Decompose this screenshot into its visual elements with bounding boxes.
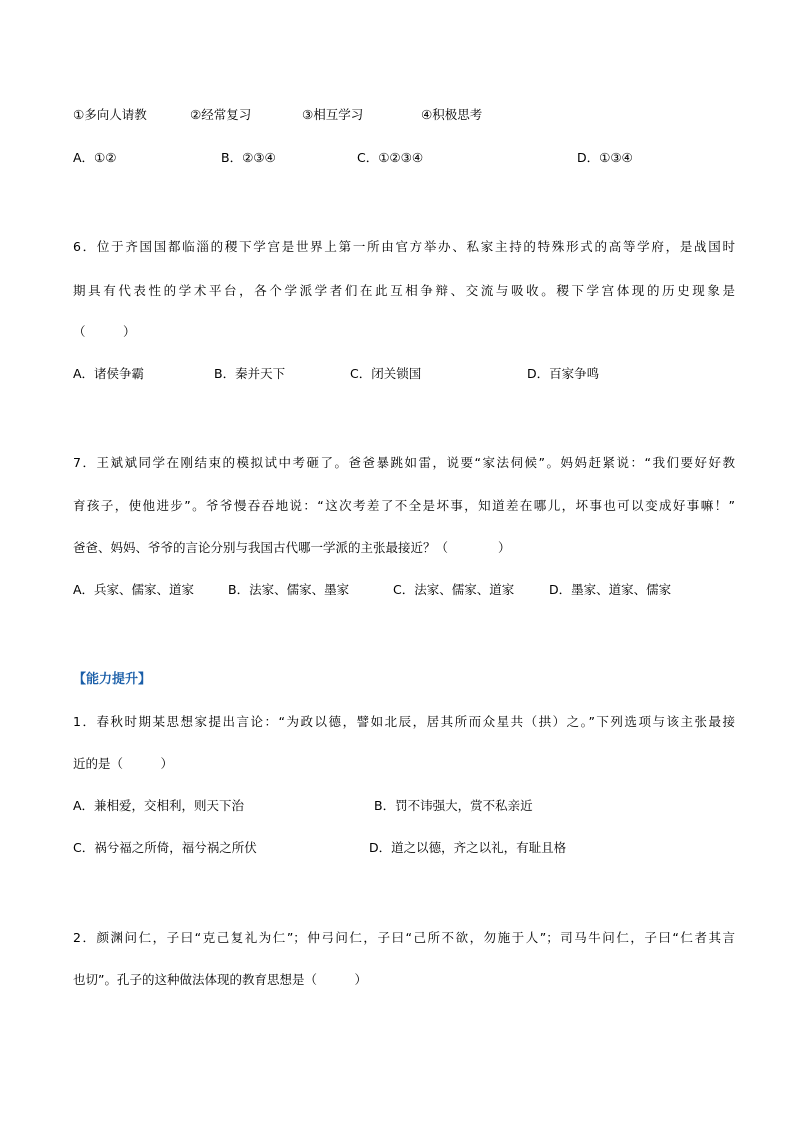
q5-item-1: ①多向人请教 bbox=[73, 107, 147, 122]
p1-stem-line-1: 1．春秋时期某思想家提出言论：“为政以德，譬如北辰，居其所而众星共（拱）之。”下列选项与该主张最接 bbox=[73, 714, 735, 729]
q5-option-c: C．①②③④ bbox=[357, 150, 424, 165]
p1-option-c: C．祸兮福之所倚，福兮祸之所伏 bbox=[73, 840, 257, 855]
q6-stem-line-1: 6．位于齐国国都临淄的稷下学宫是世界上第一所由官方举办、私家主持的特殊形式的高等学府，是战国时 bbox=[73, 239, 735, 254]
q7-stem-line-3: 爸爸、妈妈、爷爷的言论分别与我国古代哪一学派的主张最接近？（ ） bbox=[73, 540, 511, 555]
q6-option-b: B．秦并天下 bbox=[214, 366, 286, 381]
q7-option-a: A．兵家、儒家、道家 bbox=[73, 582, 195, 597]
q5-item-4: ④积极思考 bbox=[421, 107, 483, 122]
q6-option-c: C．闭关锁国 bbox=[350, 366, 422, 381]
q7-option-c: C．法家、儒家、道家 bbox=[393, 582, 515, 597]
p1-stem-line-2: 近的是（ ） bbox=[73, 756, 174, 771]
q5-item-2: ②经常复习 bbox=[190, 107, 252, 122]
q5-option-d: D．①③④ bbox=[577, 150, 633, 165]
q7-stem-line-1: 7．王斌斌同学在刚结束的模拟试中考砸了。爸爸暴跳如雷，说要“家法伺候”。妈妈赶紧说：“我们要好好教 bbox=[73, 455, 735, 470]
q5-option-a: A．①② bbox=[73, 150, 117, 165]
p2-stem-line-2: 也切”。孔子的这种做法体现的教育思想是（ ） bbox=[73, 972, 367, 987]
section-title-ability: 【能力提升】 bbox=[73, 672, 152, 687]
p2-stem-line-1: 2．颜渊问仁，子曰“克己复礼为仁”；仲弓问仁，子曰“己所不欲，勿施于人”；司马牛问仁，子曰“仁者其言 bbox=[73, 930, 735, 945]
p1-option-b: B．罚不讳强大，赏不私亲近 bbox=[374, 798, 533, 813]
p1-option-a: A．兼相爱，交相利，则天下治 bbox=[73, 798, 245, 813]
q6-option-d: D．百家争鸣 bbox=[527, 366, 600, 381]
q6-answer-blank: （ ） bbox=[73, 324, 136, 339]
q7-stem-line-2: 育孩子，使他进步”。爷爷慢吞吞地说：“这次考差了不全是坏事，知道差在哪儿，坏事也可以变成好事嘛！” bbox=[73, 498, 735, 513]
q7-option-b: B．法家、儒家、墨家 bbox=[228, 582, 350, 597]
q6-stem-line-2: 期具有代表性的学术平台，各个学派学者们在此互相争辩、交流与吸收。稷下学宫体现的历史现象是 bbox=[73, 283, 735, 298]
p1-option-d: D．道之以德，齐之以礼，有耻且格 bbox=[369, 840, 567, 855]
q5-item-3: ③相互学习 bbox=[302, 107, 364, 122]
q7-option-d: D．墨家、道家、儒家 bbox=[549, 582, 672, 597]
q6-option-a: A．诸侯争霸 bbox=[73, 366, 145, 381]
q5-option-b: B．②③④ bbox=[221, 150, 276, 165]
